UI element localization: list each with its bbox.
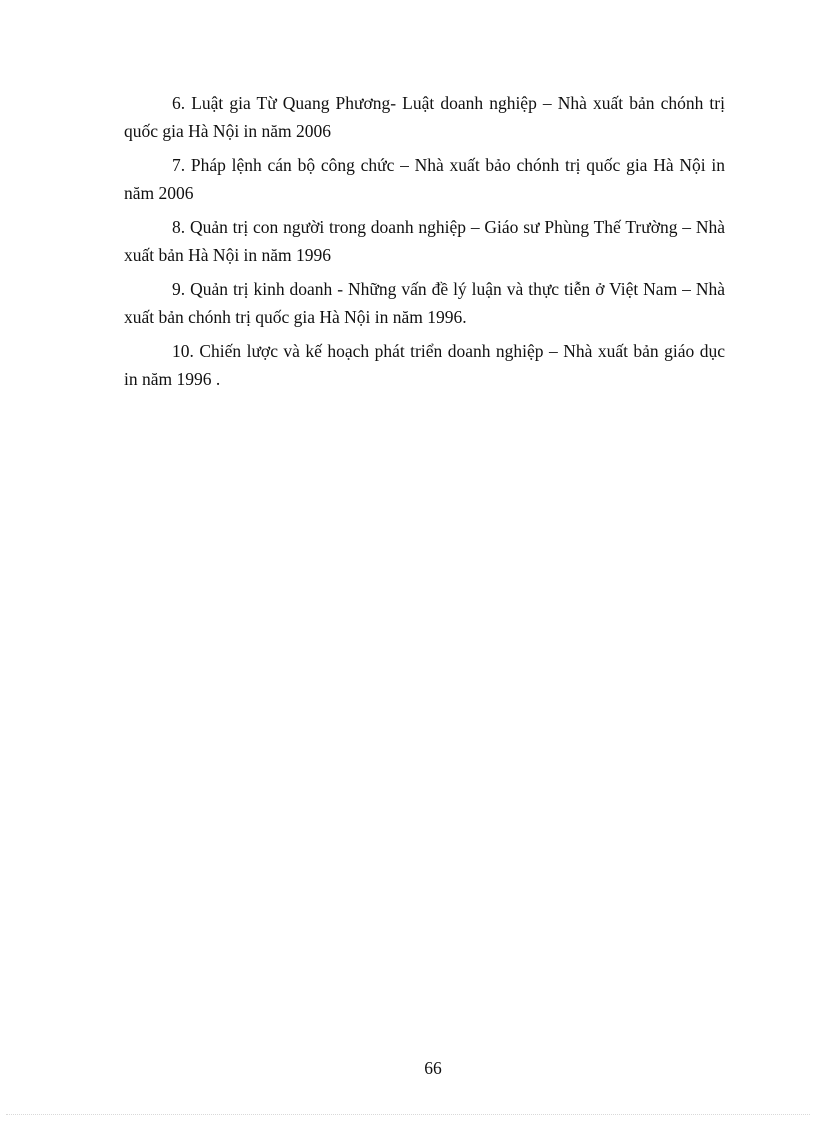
reference-item-8: 8. Quản trị con người trong doanh nghiệp – Giáo sư Phùng Thế Trường – Nhà xuất bản Hà Nội in năm 1996	[124, 217, 725, 265]
page-number: 66	[424, 1058, 442, 1078]
reference-item-7: 7. Pháp lệnh cán bộ công chức – Nhà xuất bảo chónh trị quốc gia Hà Nội in năm 2006	[124, 155, 725, 203]
reference-item-10: 10. Chiến lược và kế hoạch phát triển doanh nghiệp – Nhà xuất bản giáo dục in năm 1996 .	[124, 341, 725, 389]
reference-list	[124, 89, 725, 399]
reference-item-9: 9. Quản trị kinh doanh - Những vấn đề lý luận và thực tiễn ở Việt Nam – Nhà xuất bản chónh trị quốc gia Hà Nội in năm 1996.	[124, 279, 725, 327]
reference-item-6: 6. Luật gia Từ Quang Phương- Luật doanh nghiệp – Nhà xuất bản chónh trị quốc gia Hà Nội in năm 2006	[124, 93, 725, 141]
page-bottom-divider	[6, 1114, 810, 1115]
